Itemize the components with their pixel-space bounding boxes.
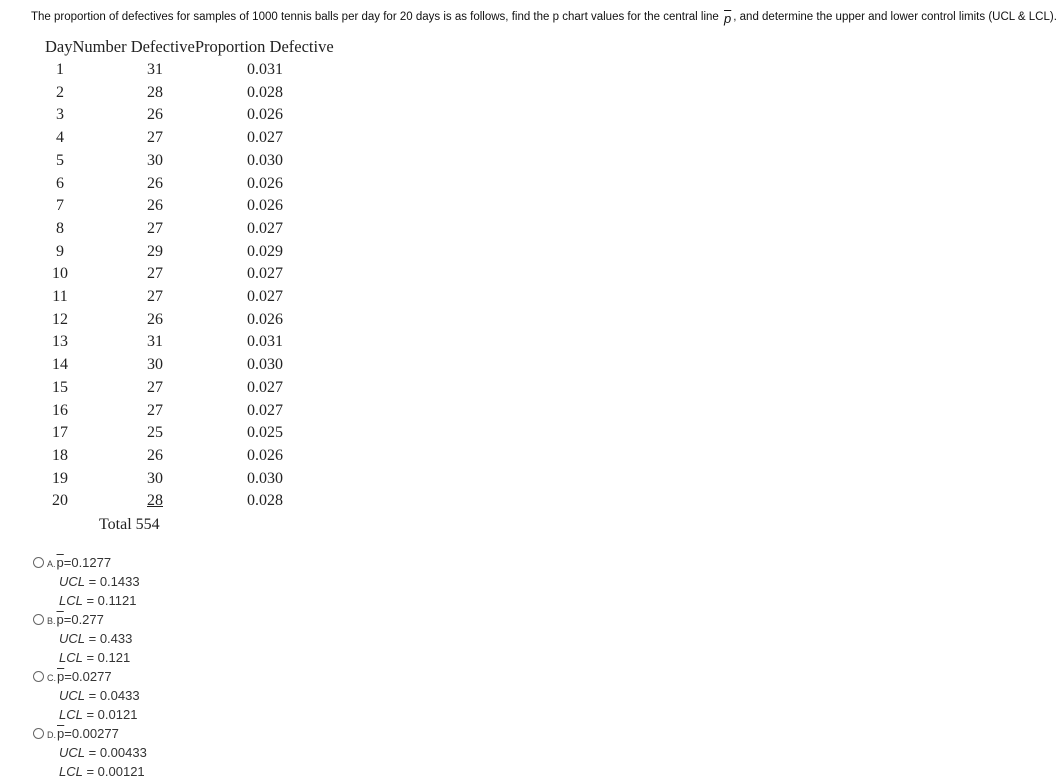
option-letter: D.: [47, 730, 56, 740]
radio-button[interactable]: [33, 671, 44, 682]
question-text: [31, 8, 1057, 26]
option-lcl-line: [33, 707, 147, 726]
proportion-cell: 0.027: [247, 378, 283, 396]
table-row: [45, 379, 345, 399]
number-defective-cell: 30: [147, 356, 163, 374]
number-defective-cell: 30: [147, 151, 163, 169]
table-row: [45, 424, 345, 444]
proportion-cell: 0.030: [247, 356, 283, 374]
proportion-cell: 0.027: [247, 288, 283, 305]
proportion-cell: 0.027: [247, 129, 283, 147]
proportion-cell: 0.028: [247, 83, 283, 101]
p-value: =0.0277: [64, 669, 112, 684]
table-row: [45, 220, 345, 240]
ucl-value: = 0.0433: [85, 688, 140, 703]
option-ucl-line: [33, 631, 147, 650]
number-defective-cell: 28: [147, 83, 163, 101]
option-letter: A.: [47, 559, 56, 569]
p-bar-symbol: $\overline{p}$: [57, 726, 65, 741]
proportion-cell: 0.027: [247, 265, 283, 283]
table-row: [45, 197, 345, 217]
option-letter: B.: [47, 616, 56, 626]
number-defective-cell: 27: [147, 129, 163, 147]
table-row: [45, 492, 345, 512]
question-text-after: , and determine the upper and lower control limits (UCL & LCL).: [733, 11, 1057, 23]
option-lcl-line: [33, 593, 147, 612]
number-defective-cell: 26: [147, 310, 163, 328]
table-row: [45, 243, 345, 263]
ucl-label: UCL: [59, 574, 86, 589]
day-cell: 5: [56, 151, 64, 169]
day-cell: 6: [56, 174, 64, 192]
table-row: [45, 152, 345, 172]
header-day: Day: [45, 37, 73, 56]
p-bar-symbol: $\overline{p}$: [57, 669, 65, 684]
option-p-line: [33, 555, 147, 574]
day-cell: 19: [52, 469, 68, 487]
day-cell: 8: [56, 219, 64, 237]
p-bar-symbol: $\overline{p}$: [56, 555, 64, 570]
number-defective-cell: 26: [147, 446, 163, 464]
table-row: [45, 447, 345, 467]
day-cell: 7: [56, 197, 64, 215]
radio-button[interactable]: [33, 728, 44, 739]
answer-option[interactable]: [33, 669, 147, 726]
radio-button[interactable]: [33, 614, 44, 625]
table-row: [45, 288, 345, 308]
ucl-label: UCL: [59, 688, 86, 703]
number-defective-cell: 26: [147, 106, 163, 124]
proportion-cell: 0.028: [247, 492, 283, 510]
ucl-label: UCL: [59, 745, 86, 760]
question-text-before: The proportion of defectives for samples of 1000 tennis balls per day for 20 days is as follows, find the p chart values for the central line: [31, 11, 719, 23]
answer-option[interactable]: [33, 726, 147, 783]
p-value: =0.1277: [63, 555, 112, 570]
proportion-cell: 0.027: [247, 401, 283, 419]
number-defective-cell: 27: [147, 378, 163, 396]
number-defective-cell: 27: [147, 401, 163, 419]
day-cell: 11: [52, 288, 68, 305]
table-row: [45, 106, 345, 126]
number-defective-cell: 27: [147, 288, 163, 305]
lcl-value: = 0.0121: [82, 707, 138, 722]
option-letter: C.: [47, 673, 56, 683]
day-cell: 1: [56, 61, 64, 78]
table-row: [45, 470, 345, 490]
day-cell: 9: [56, 242, 64, 260]
table-row: [45, 402, 345, 422]
proportion-cell: 0.031: [247, 333, 283, 351]
day-cell: 13: [52, 333, 68, 351]
number-defective-cell: 29: [147, 242, 163, 260]
proportion-cell: 0.031: [247, 61, 283, 78]
day-cell: 12: [52, 310, 68, 328]
number-defective-cell: 27: [147, 219, 163, 237]
header-number-defective: Number Defective: [72, 37, 195, 56]
option-lcl-line: [33, 650, 147, 669]
proportion-cell: 0.030: [247, 469, 283, 487]
table-row: [45, 311, 345, 331]
day-cell: 10: [52, 265, 68, 283]
answer-options: [33, 555, 147, 783]
option-p-line: [33, 612, 147, 631]
radio-button[interactable]: [33, 557, 44, 568]
table-row: [45, 356, 345, 376]
day-cell: 16: [52, 401, 68, 419]
lcl-value: = 0.121: [82, 650, 131, 665]
table-row: [45, 61, 345, 81]
lcl-value: = 0.1121: [82, 593, 137, 608]
proportion-cell: 0.026: [247, 197, 283, 215]
day-cell: 4: [56, 129, 64, 147]
answer-option[interactable]: [33, 612, 147, 669]
day-cell: 18: [52, 446, 68, 464]
header-proportion-defective: Proportion Defective: [194, 37, 334, 56]
lcl-label: LCL: [59, 650, 83, 665]
day-cell: 20: [52, 492, 68, 510]
proportion-cell: 0.026: [247, 446, 283, 464]
lcl-label: LCL: [59, 764, 83, 779]
lcl-value: = 0.00121: [82, 764, 145, 779]
table-row: [45, 265, 345, 285]
number-defective-cell: 25: [147, 424, 163, 442]
number-defective-cell: 30: [147, 469, 163, 487]
table-total: Total 554: [99, 516, 160, 533]
answer-option[interactable]: [33, 555, 147, 612]
ucl-value: = 0.433: [85, 631, 133, 646]
day-cell: 3: [56, 106, 64, 124]
p-bar-symbol: $\overline{p}$: [56, 612, 64, 627]
proportion-cell: 0.025: [247, 424, 283, 442]
p-value: =0.277: [63, 612, 104, 627]
proportion-cell: 0.030: [247, 151, 283, 169]
number-defective-cell: 31: [147, 61, 163, 78]
table-row: [45, 333, 345, 353]
number-defective-cell: 31: [147, 333, 163, 351]
number-defective-cell: 27: [147, 265, 163, 283]
option-ucl-line: [33, 574, 147, 593]
p-value: =0.00277: [64, 726, 119, 741]
option-ucl-line: [33, 688, 147, 707]
ucl-value: = 0.00433: [85, 745, 147, 760]
number-defective-cell: 28: [147, 492, 163, 510]
option-p-line: [33, 726, 147, 745]
p-bar-symbol: $\overline{p}$: [724, 11, 732, 26]
day-cell: 14: [52, 356, 68, 374]
option-p-line: [33, 669, 147, 688]
table-header: [45, 37, 334, 57]
number-defective-cell: 26: [147, 197, 163, 215]
day-cell: 15: [52, 378, 68, 396]
ucl-label: UCL: [59, 631, 86, 646]
table-row: [45, 175, 345, 195]
day-cell: 17: [52, 424, 68, 442]
lcl-label: LCL: [59, 707, 83, 722]
table-row: [45, 129, 345, 149]
option-ucl-line: [33, 745, 147, 764]
ucl-value: = 0.1433: [85, 574, 140, 589]
table-row: [45, 84, 345, 104]
option-lcl-line: [33, 764, 147, 783]
proportion-cell: 0.026: [247, 310, 283, 328]
proportion-cell: 0.026: [247, 106, 283, 124]
number-defective-cell: 26: [147, 174, 163, 192]
proportion-cell: 0.026: [247, 174, 283, 192]
proportion-cell: 0.027: [247, 219, 283, 237]
day-cell: 2: [56, 83, 64, 101]
proportion-cell: 0.029: [247, 242, 283, 260]
lcl-label: LCL: [59, 593, 83, 608]
